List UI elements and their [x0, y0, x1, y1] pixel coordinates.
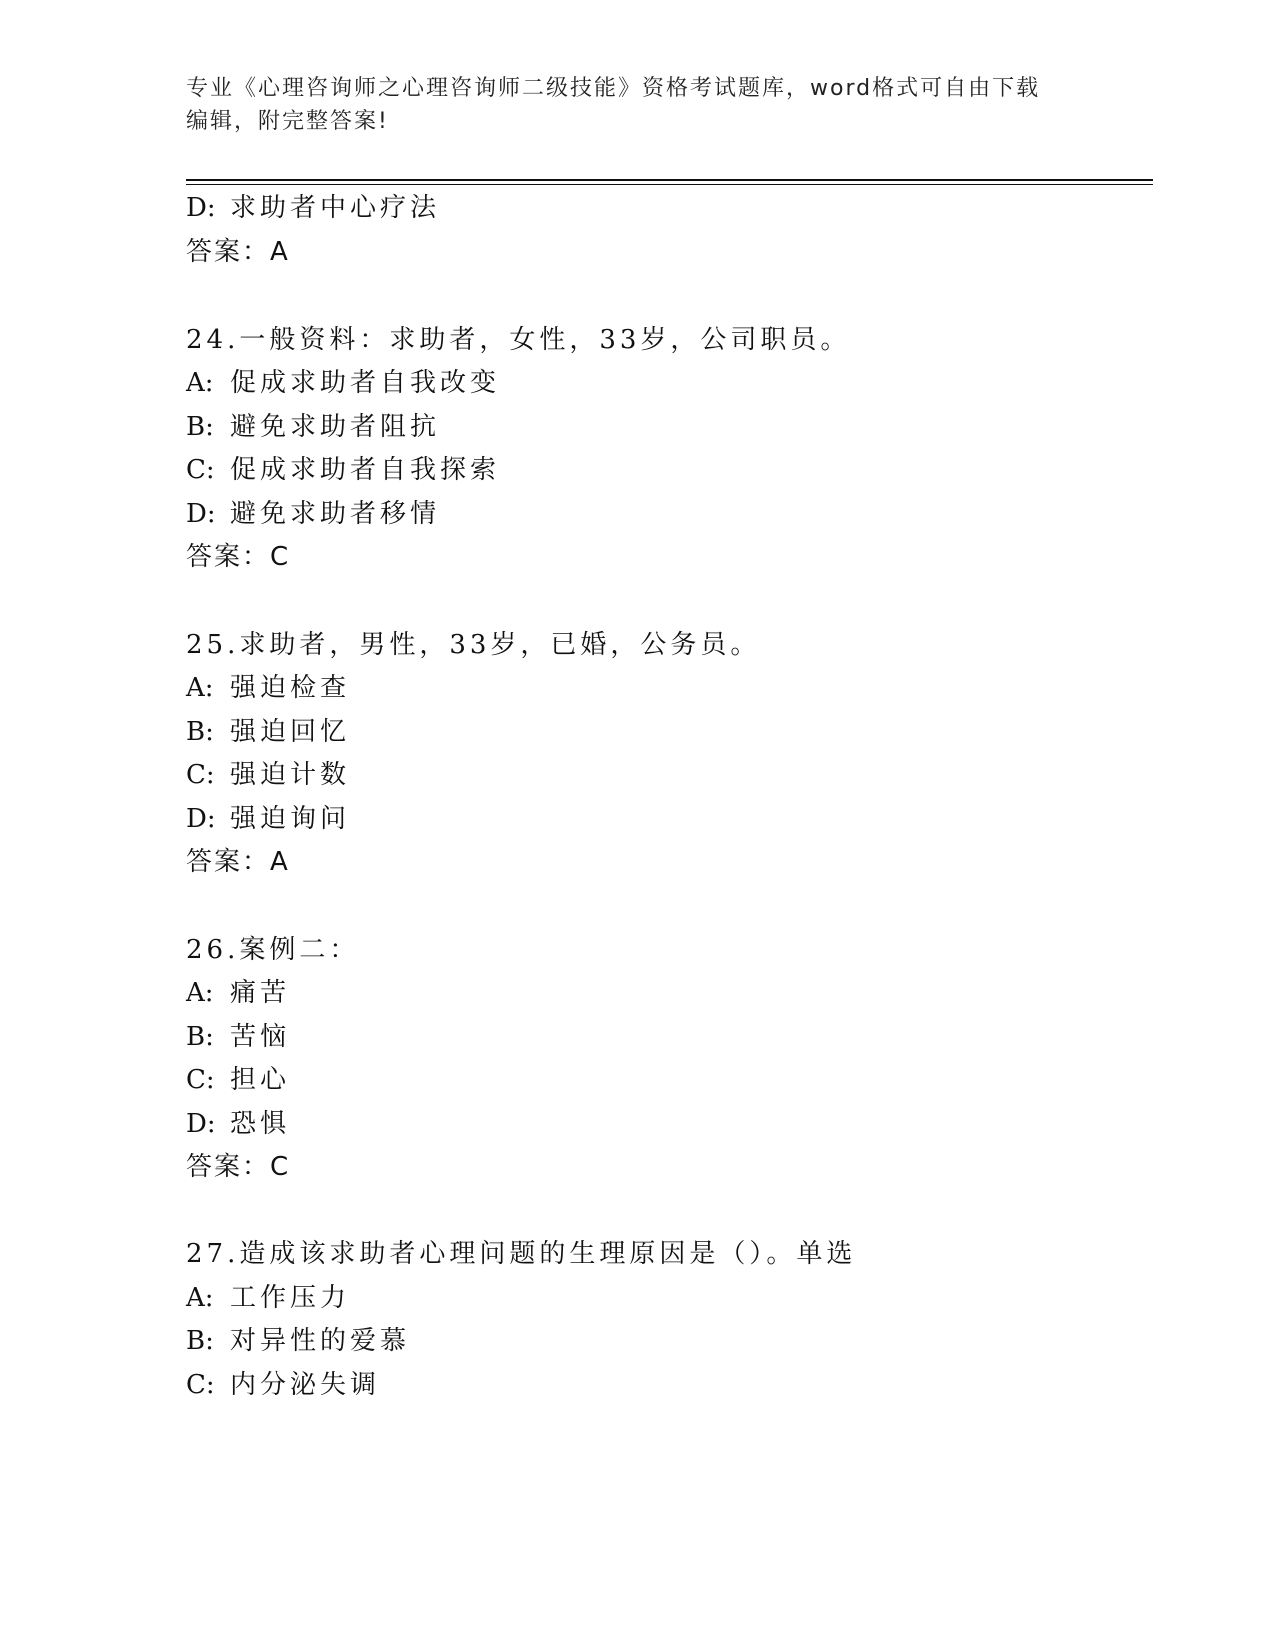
question-25-option-a	[186, 671, 350, 705]
header-rule-thin	[186, 184, 1153, 185]
option-label: B:	[186, 717, 214, 747]
question-24-stem: 24.一般资料：求助者，女性，33岁，公司职员。	[186, 325, 851, 355]
header-line-1: 专业《心理咨询师之心理咨询师二级技能》资格考试题库，word格式可自由下载	[186, 76, 1041, 101]
question-24-option-b	[186, 410, 440, 444]
prev-answer: 答案：A	[186, 237, 290, 267]
option-text: 强迫回忆	[230, 717, 351, 747]
option-text: 避免求助者移情	[230, 499, 441, 529]
option-label: D:	[186, 804, 216, 834]
question-24-option-a	[186, 366, 500, 400]
question-27-option-c	[186, 1368, 380, 1402]
question-25-option-c	[186, 758, 350, 792]
question-26-option-d	[186, 1107, 290, 1141]
option-label: D:	[186, 1109, 216, 1139]
question-26-stem: 26.案例二：	[186, 935, 360, 965]
question-24-option-c	[186, 453, 500, 487]
document-header	[186, 72, 1086, 138]
prev-option-d	[186, 191, 440, 225]
question-25-option-d	[186, 802, 350, 836]
option-text: 强迫检查	[230, 673, 351, 703]
option-text: 强迫计数	[230, 760, 351, 790]
option-label: B:	[186, 1022, 214, 1052]
option-text: 工作压力	[230, 1283, 351, 1313]
option-text: 对异性的爱慕	[230, 1326, 411, 1356]
option-text: 促成求助者自我探索	[230, 455, 501, 485]
option-label: A:	[186, 978, 214, 1008]
option-text: 求助者中心疗法	[230, 193, 441, 223]
option-label: D:	[186, 499, 216, 529]
option-label: A:	[186, 368, 214, 398]
question-25-answer: 答案：A	[186, 847, 290, 877]
option-label: C:	[186, 760, 215, 790]
header-line-2: 编辑，附完整答案!	[186, 109, 389, 134]
option-text: 促成求助者自我改变	[230, 368, 501, 398]
question-24-option-d	[186, 497, 440, 531]
option-label: A:	[186, 1283, 214, 1313]
option-label: D:	[186, 193, 216, 223]
question-25-option-b	[186, 715, 350, 749]
question-27-stem: 27.造成该求助者心理问题的生理原因是（）。单选	[186, 1239, 857, 1269]
question-24-answer: 答案：C	[186, 542, 291, 572]
option-label: A:	[186, 673, 214, 703]
question-27-option-a	[186, 1281, 350, 1315]
option-text: 内分泌失调	[230, 1370, 381, 1400]
header-rule-thick	[186, 179, 1153, 181]
option-label: C:	[186, 1370, 215, 1400]
question-26-option-a	[186, 976, 290, 1010]
question-26-option-b	[186, 1020, 290, 1054]
option-label: C:	[186, 1065, 215, 1095]
option-text: 强迫询问	[230, 804, 351, 834]
option-text: 痛苦	[230, 978, 291, 1008]
question-27-option-b	[186, 1324, 410, 1358]
question-26-option-c	[186, 1063, 290, 1097]
option-text: 恐惧	[230, 1109, 291, 1139]
option-label: C:	[186, 455, 215, 485]
option-label: B:	[186, 1326, 214, 1356]
option-text: 避免求助者阻抗	[230, 412, 441, 442]
option-text: 担心	[230, 1065, 291, 1095]
question-25-stem: 25.求助者，男性，33岁，已婚，公务员。	[186, 630, 761, 660]
option-label: B:	[186, 412, 214, 442]
option-text: 苦恼	[230, 1022, 291, 1052]
question-26-answer: 答案：C	[186, 1152, 291, 1182]
